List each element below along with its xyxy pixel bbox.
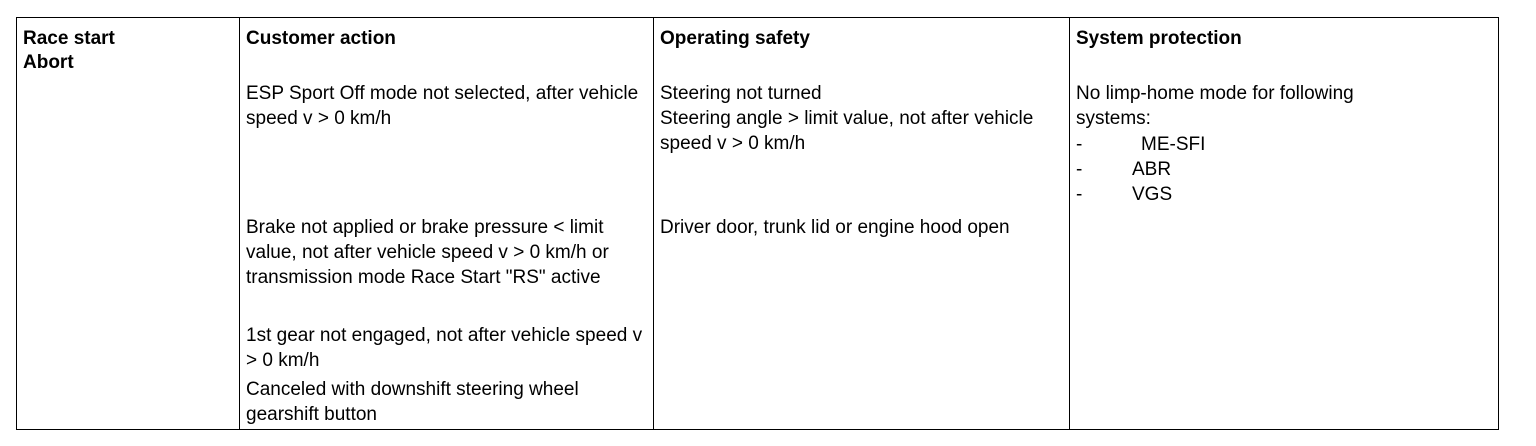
system-name: VGS (1132, 184, 1173, 205)
column-system-protection (1069, 18, 1500, 429)
operating-safety-item: Steering angle > limit value, not after vehicle speed v > 0 km/h (660, 108, 1034, 154)
race-start-header-line1: Race start (23, 28, 115, 49)
system-list-item (1076, 132, 1476, 157)
column-customer-action (239, 18, 653, 429)
system-list-item (1076, 182, 1476, 207)
customer-action-item: Brake not applied or brake pressure < limit value, not after vehicle speed v > 0 km/h or transmission mode Race Start "RS" active (246, 217, 609, 288)
customer-action-item: Canceled with downshift steering wheel gearshift button (246, 379, 579, 425)
customer-action-item: ESP Sport Off mode not selected, after vehicle speed v > 0 km/h (246, 83, 639, 129)
dash-bullet: - (1076, 159, 1083, 180)
race-start-abort-table (16, 17, 1499, 430)
column-operating-safety (653, 18, 1069, 429)
system-name: ME-SFI (1141, 134, 1206, 155)
dash-bullet: - (1076, 134, 1083, 155)
system-list-item (1076, 157, 1476, 182)
operating-safety-header: Operating safety (660, 28, 810, 49)
customer-action-item: 1st gear not engaged, not after vehicle speed v > 0 km/h (246, 325, 643, 371)
customer-action-header: Customer action (246, 28, 396, 49)
dash-bullet: - (1076, 184, 1083, 205)
operating-safety-item: Steering not turned (660, 83, 822, 104)
race-start-header (23, 27, 115, 75)
column-race-start (17, 18, 239, 429)
race-start-header-line2: Abort (23, 52, 74, 73)
operating-safety-item: Driver door, trunk lid or engine hood open (660, 217, 1010, 238)
system-name: ABR (1132, 159, 1172, 180)
system-protection-intro: No limp-home mode for following systems: (1076, 83, 1354, 129)
system-protection-header: System protection (1076, 28, 1242, 49)
